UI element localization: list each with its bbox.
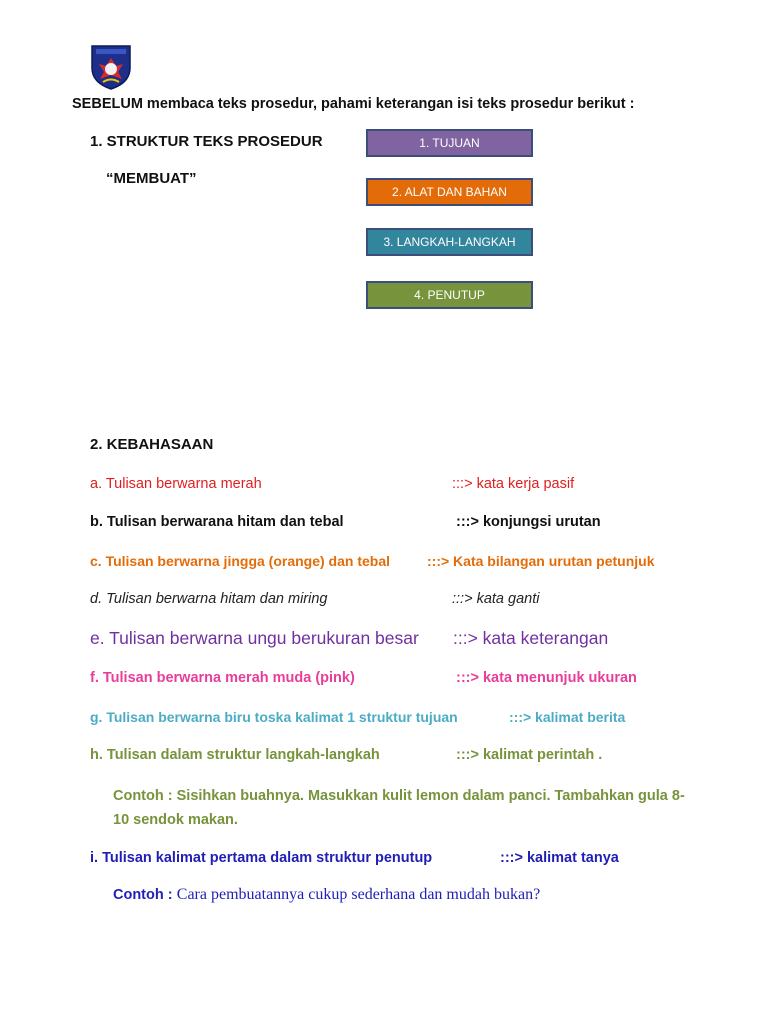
intro-text: SEBELUM membaca teks prosedur, pahami keterangan isi teks prosedur berikut : (72, 96, 635, 112)
rule-desc: :::> kata keterangan (453, 628, 609, 648)
structure-box-langkah (366, 228, 533, 256)
rule-text: b. Tulisan berwarana hitam dan tebal (90, 514, 344, 530)
example-label: Contoh : (113, 887, 173, 903)
rule-desc: :::> kata ganti (452, 591, 540, 607)
rule-text: c. Tulisan berwarna jingga (orange) dan tebal (90, 553, 391, 569)
school-logo (90, 44, 132, 90)
box-label: 1. TUJUAN (419, 136, 480, 150)
rule-text: e. Tulisan berwarna ungu berukuran besar (90, 628, 419, 648)
box-label: 3. LANGKAH-LANGKAH (383, 235, 516, 249)
rule-text: a. Tulisan berwarna merah (90, 476, 262, 492)
rule-desc: :::> kata menunjuk ukuran (456, 670, 637, 686)
rule-text: f. Tulisan berwarna merah muda (pink) (90, 670, 355, 686)
rule-text: g. Tulisan berwarna biru toska kalimat 1 struktur tujuan (90, 709, 458, 725)
structure-box-tujuan (366, 129, 533, 157)
rule-desc: :::> kalimat perintah . (456, 747, 603, 763)
rule-desc: :::> konjungsi urutan (456, 514, 601, 530)
section1-subtitle: “MEMBUAT” (106, 170, 197, 187)
rule-text: i. Tulisan kalimat pertama dalam struktur penutup (90, 850, 433, 866)
example-penutup (113, 886, 540, 904)
example-langkah: Contoh : Sisihkan buahnya. Masukkan kulit lemon dalam panci. Tambahkan gula 8-10 sendok makan. (113, 788, 685, 828)
rule-desc: :::> kalimat tanya (500, 850, 619, 866)
example-text: Cara pembuatannya cukup sederhana dan mudah bukan? (176, 886, 541, 903)
rule-text: h. Tulisan dalam struktur langkah-langkah (90, 747, 380, 763)
rule-desc: :::> Kata bilangan urutan petunjuk (427, 553, 655, 569)
section1-title: 1. STRUKTUR TEKS PROSEDUR (90, 133, 323, 150)
structure-box-alat-bahan (366, 178, 533, 206)
structure-box-penutup (366, 281, 533, 309)
rule-text: d. Tulisan berwarna hitam dan miring (90, 591, 328, 607)
rule-desc: :::> kata kerja pasif (452, 476, 575, 492)
box-label: 4. PENUTUP (414, 288, 485, 302)
section2-title: 2. KEBAHASAAN (90, 436, 214, 453)
rule-desc: :::> kalimat berita (509, 709, 626, 725)
box-label: 2. ALAT DAN BAHAN (392, 185, 507, 199)
